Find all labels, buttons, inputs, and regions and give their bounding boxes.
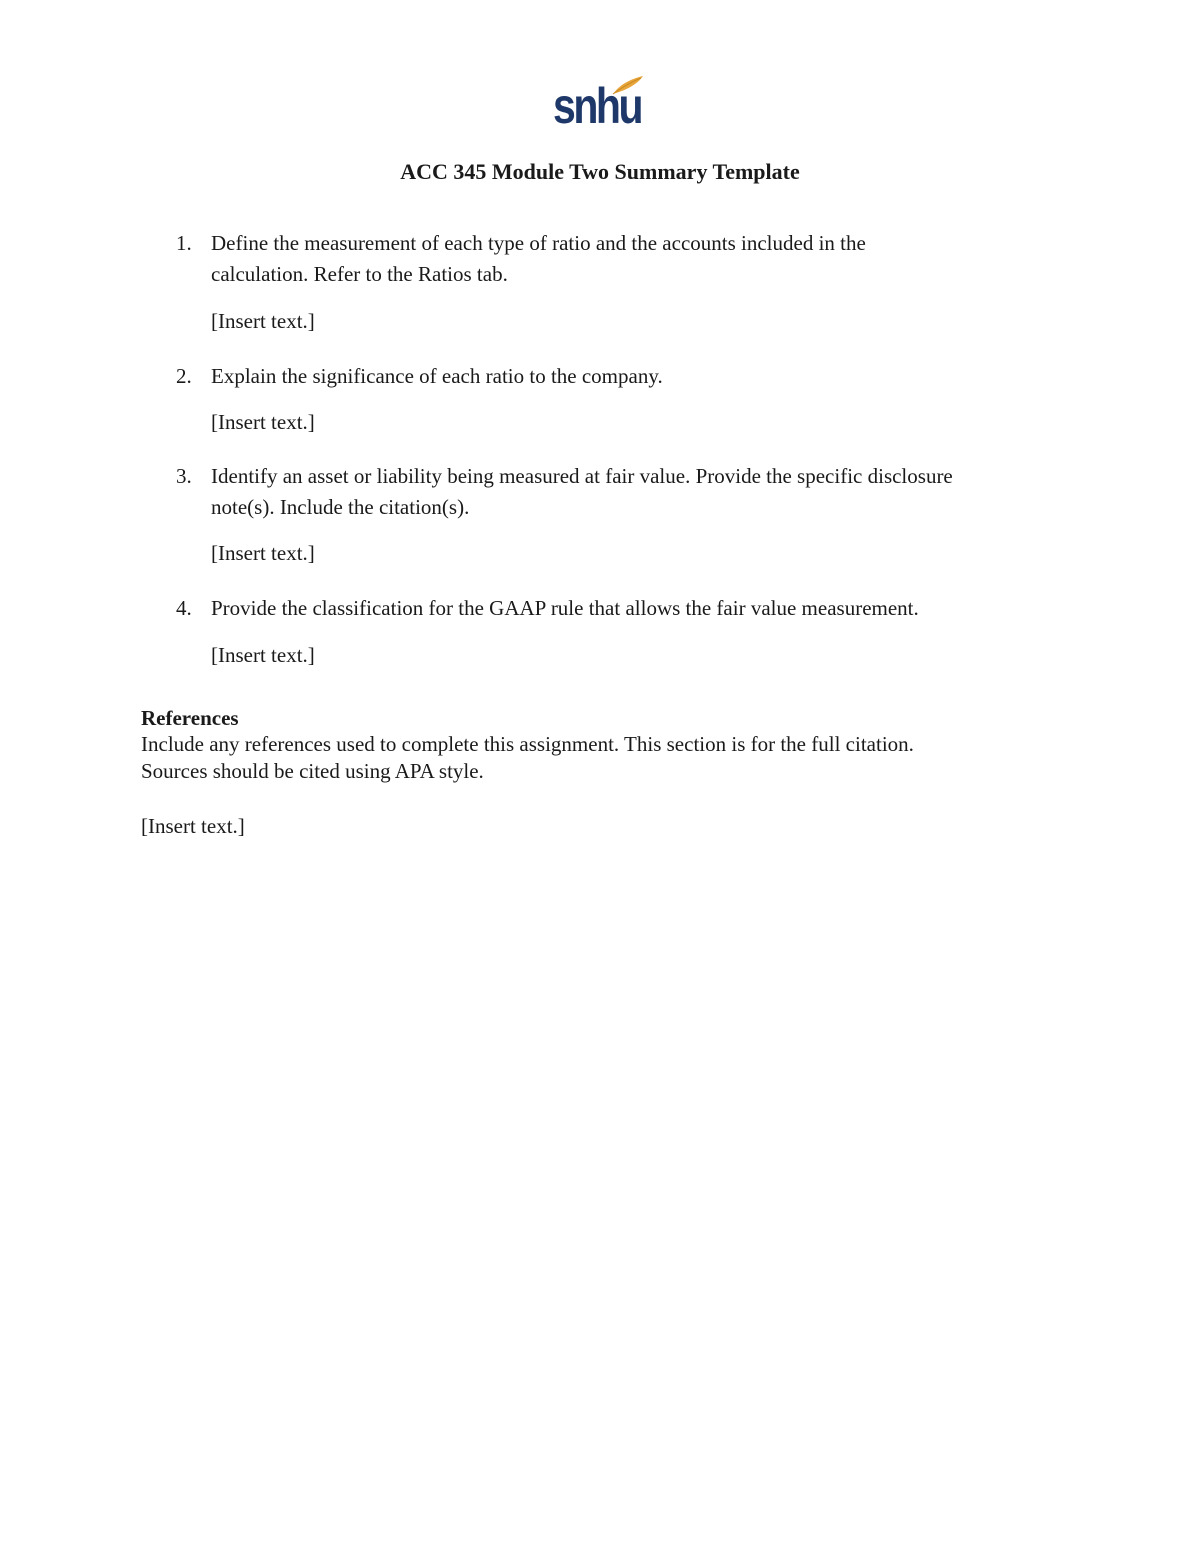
- question-line: note(s). Include the citation(s).: [211, 495, 470, 519]
- question-line: Identify an asset or liability being measured at fair value. Provide the specific disclosure: [211, 464, 953, 488]
- insert-text-placeholder[interactable]: [Insert text.]: [211, 643, 315, 667]
- question-number: 2.: [176, 364, 192, 388]
- question-number: 1.: [176, 231, 192, 255]
- question-number: 4.: [176, 596, 192, 620]
- snhu-logo: [553, 70, 643, 136]
- insert-text-placeholder[interactable]: [Insert text.]: [211, 410, 315, 434]
- insert-text-placeholder[interactable]: [Insert text.]: [211, 309, 315, 333]
- question-line: Provide the classification for the GAAP rule that allows the fair value measurement.: [211, 596, 919, 620]
- references-heading: References: [141, 706, 239, 730]
- question-line: Explain the significance of each ratio to the company.: [211, 364, 663, 388]
- references-instructions: [141, 731, 1041, 785]
- references-line: Sources should be cited using APA style.: [141, 759, 484, 783]
- insert-text-placeholder[interactable]: [Insert text.]: [211, 541, 315, 565]
- page-title: ACC 345 Module Two Summary Template: [400, 159, 800, 184]
- references-line: Include any references used to complete this assignment. This section is for the full citation.: [141, 732, 914, 756]
- question-text: [211, 593, 1061, 624]
- logo-wordmark: snhu: [553, 78, 642, 134]
- question-line: calculation. Refer to the Ratios tab.: [211, 262, 508, 286]
- question-text: [211, 461, 1061, 523]
- question-text: [211, 361, 1061, 392]
- question-text: [211, 228, 1061, 290]
- question-line: Define the measurement of each type of ratio and the accounts included in the: [211, 231, 866, 255]
- question-number: 3.: [176, 464, 192, 488]
- insert-text-placeholder[interactable]: [Insert text.]: [141, 814, 245, 838]
